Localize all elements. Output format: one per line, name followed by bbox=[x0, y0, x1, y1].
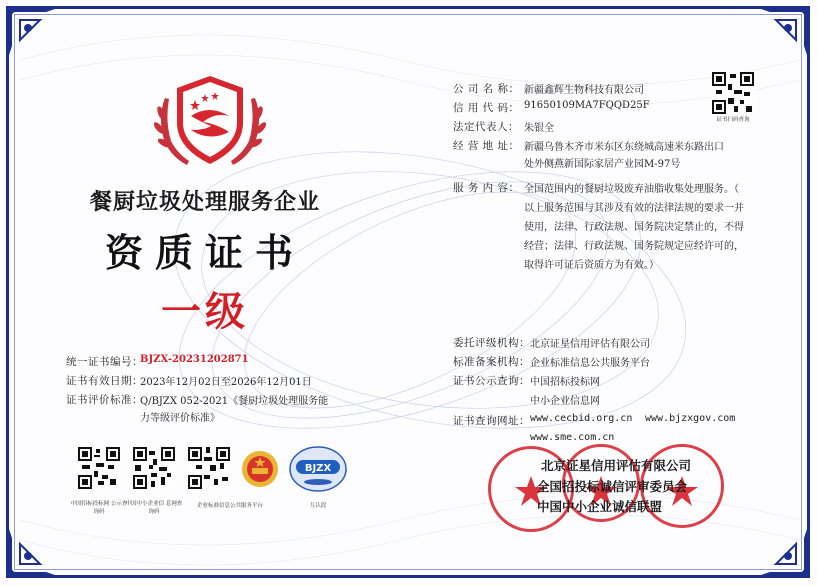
validity-label: 证书有效日期： bbox=[66, 375, 143, 387]
query-url-label: 证书查询网址： bbox=[453, 415, 530, 427]
public-query-value2: 中小企业信息网 bbox=[530, 396, 600, 407]
svg-text:BJZX: BJZX bbox=[304, 463, 332, 474]
public-query-label: 证书公示查询： bbox=[453, 375, 530, 387]
record-platform-label: 标准备案机构： bbox=[453, 356, 530, 368]
national-emblem-icon bbox=[240, 449, 280, 489]
rating-org-label: 委托评级机构： bbox=[453, 337, 530, 349]
corner-ornament-top-right bbox=[752, 6, 810, 64]
query-url-3[interactable]: www.sme.com.cn bbox=[530, 432, 615, 443]
company-name-value: 新疆鑫辉生物科技有限公司 bbox=[524, 85, 644, 96]
qr-caption-4: 互认段 bbox=[309, 503, 327, 509]
service-scope-line4: 经营；法律、行政法规、国务院规定应经许可的， bbox=[524, 241, 744, 252]
address-line1: 新疆乌鲁木齐市米东区东绕城高速米东路出口 bbox=[524, 142, 724, 153]
corner-ornament-top-left bbox=[6, 6, 64, 64]
legal-rep-label: 法定代表人： bbox=[453, 121, 519, 133]
qr-caption-3: 企业标准信息公共服务平台 bbox=[196, 503, 263, 509]
service-scope-line3: 使用，法律、行政法规、国务院决定禁止的，不得 bbox=[524, 222, 744, 233]
qr-caption-1: 中国招标投标网 公示查询码 bbox=[70, 501, 128, 515]
address-line2: 处外侧燕新国际家居产业园M-97号 bbox=[524, 159, 681, 170]
corner-ornament-bottom-right bbox=[752, 520, 810, 578]
cert-qr-caption: 证书扫码查询 bbox=[716, 117, 750, 123]
corner-ornament-bottom-left bbox=[6, 520, 64, 578]
qr-code-icon[interactable] bbox=[133, 447, 175, 489]
certificate-title: 资质证书 bbox=[104, 230, 305, 275]
record-platform-value: 企业标准信息公共服务平台 bbox=[530, 358, 650, 369]
validity-value: 2023年12月02日至2026年12月01日 bbox=[140, 377, 312, 388]
qr-code-icon[interactable] bbox=[78, 447, 120, 489]
qr-code-icon[interactable] bbox=[188, 447, 230, 489]
qr-caption-2: 中国中小企业信 息网查询码 bbox=[125, 501, 183, 515]
cert-number-value: BJZX-20231202871 bbox=[140, 354, 249, 365]
certificate-qr-code-icon[interactable] bbox=[712, 72, 754, 114]
service-scope-label: 服 务 内 容： bbox=[453, 182, 520, 194]
company-name-label: 公 司 名 称： bbox=[453, 83, 520, 95]
credit-code-label: 信 用 代 码： bbox=[453, 102, 520, 114]
certificate-emblem-icon bbox=[145, 68, 275, 178]
seal-line3: 中国中小企业诚信联盟 bbox=[537, 499, 663, 514]
service-scope-line1: 全国范围内的餐厨垃圾废弃油脂收集处理服务。（ bbox=[524, 184, 739, 195]
rating-org-value: 北京证星信用评估有限公司 bbox=[530, 339, 650, 350]
standard-value-line2: 力等级评价标准》 bbox=[140, 413, 220, 424]
bjzx-logo-icon bbox=[288, 444, 348, 494]
legal-rep-value: 朱银全 bbox=[524, 123, 554, 134]
certificate-category: 餐厨垃圾处理服务企业 bbox=[89, 189, 320, 215]
service-scope-line5: 取得许可证后资质方为有效。） bbox=[524, 260, 659, 271]
credit-code-value: 91650109MA7FQQD25F bbox=[524, 100, 650, 111]
address-label: 经 营 地 址： bbox=[453, 140, 520, 152]
standard-value-line1: Q/BJZX 052-2021《餐厨垃圾处理服务能 bbox=[140, 396, 329, 407]
certificate-level: 一级 bbox=[161, 288, 249, 335]
seal-line2: 全国招投标诚信评审委员会 bbox=[537, 479, 688, 494]
standard-label: 证书评价标准： bbox=[66, 394, 143, 406]
service-scope-line2: 以上服务范围与其涉及有效的法律法规的要求一并 bbox=[524, 203, 744, 214]
query-url-2[interactable]: www.bjzxgov.com bbox=[645, 413, 736, 424]
cert-number-label: 统一证书编号： bbox=[66, 356, 143, 368]
seal-line1: 北京证星信用评估有限公司 bbox=[541, 458, 692, 473]
public-query-value1: 中国招标投标网 bbox=[530, 377, 600, 388]
query-url-1[interactable]: www.cecbid.org.cn bbox=[530, 413, 633, 424]
